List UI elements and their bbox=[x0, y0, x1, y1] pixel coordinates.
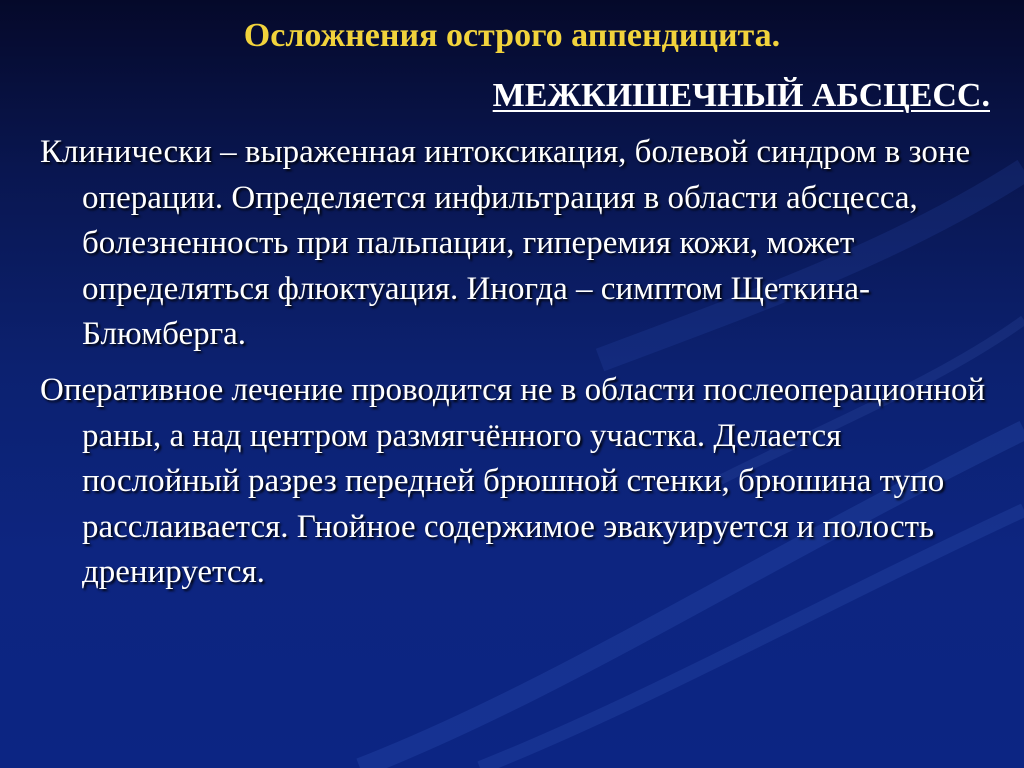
paragraph-clinical: Клинически – выраженная интоксикация, болевой синдром в зоне операции. Определяется инфильтрация в области абсцесса, болезненность при пальпации, гиперемия кожи, может определяться флюктуация. Иногда – симптом Щеткина-Блюмберга. bbox=[40, 134, 971, 353]
slide-subtitle: МЕЖКИШЕЧНЫЙ АБСЦЕСС. bbox=[492, 77, 990, 114]
slide-title: Осложнения острого аппендицита. bbox=[243, 17, 781, 54]
slide-body bbox=[40, 130, 1000, 606]
paragraph-treatment: Оперативное лечение проводится не в области послеоперационной раны, а над центром размягчённого участка. Делается послойный разрез передней брюшной стенки, брюшина тупо расслаивается. Гнойное содержимое эвакуируется и полость дренируется. bbox=[40, 371, 986, 591]
